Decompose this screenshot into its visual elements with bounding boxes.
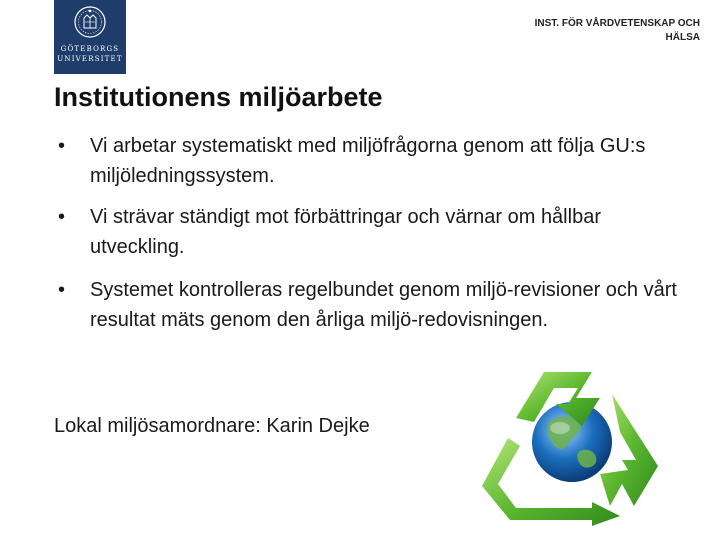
contact-line: Lokal miljösamordnare: Karin Dejke	[54, 415, 370, 437]
bullet-text: Vi strävar ständigt mot förbättringar och värnar om hållbar utveckling.	[90, 206, 601, 258]
department-line-2: HÄLSA	[665, 32, 700, 43]
slide-title: Institutionens miljöarbete	[54, 82, 383, 112]
bullet-marker: •	[58, 135, 66, 157]
bullet-text: Vi arbetar systematiskt med miljöfrågorna genom att följa GU:s miljöledningssystem.	[90, 135, 646, 187]
bullet-list	[54, 131, 694, 348]
bullet-item	[54, 275, 694, 335]
bullet-marker: •	[58, 279, 66, 301]
university-logo	[54, 0, 126, 74]
recycle-globe-icon	[472, 358, 668, 526]
bullet-text: Systemet kontrolleras regelbundet genom miljö-revisioner och vårt resultat mäts genom den årliga miljö-redovisningen.	[90, 279, 677, 331]
bullet-item	[54, 131, 694, 191]
bullet-marker: •	[58, 206, 66, 228]
bullet-item	[54, 202, 694, 262]
logo-line-2: UNIVERSITET	[57, 55, 123, 63]
department-line-1: INST. FÖR VÅRDVETENSKAP OCH	[534, 18, 700, 29]
department-name	[470, 17, 700, 45]
university-seal-icon	[54, 0, 126, 44]
logo-line-1: GÖTEBORGS	[60, 45, 120, 53]
